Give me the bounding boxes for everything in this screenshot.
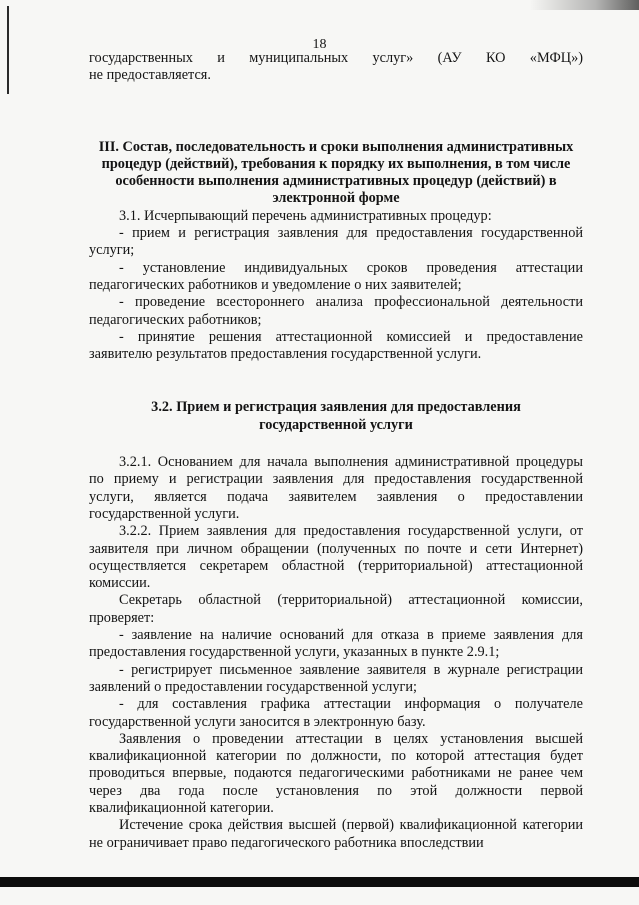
section-heading: III. Состав, последовательность и сроки выполнения административных процедур (действий), требования к порядку их выполнения, в том числе особенности выполнения административных процедур (действий) в электронной форме — [98, 138, 574, 207]
list-item: - для составления графика аттестации информация о получателе государственной услуги заносится в электронную базу. — [89, 696, 583, 730]
list-item: - регистрирует письменное заявление заявителя в журнале регистрации заявлений о предоставлении государственной услуги; — [89, 661, 583, 695]
list-item: - установление индивидуальных сроков проведения аттестации педагогических работников и уведомление о них заявителей; — [89, 259, 583, 293]
list-item: - принятие решения аттестационной комиссией и предоставление заявителю результатов предоставления государственной услуги. — [89, 328, 583, 363]
list-item: - проведение всестороннего анализа профессиональной деятельности педагогических работников; — [89, 294, 583, 328]
list-item: - прием и регистрация заявления для предоставления государственной услуги; — [89, 225, 583, 259]
paragraph: 3.1. Исчерпывающий перечень административных процедур: — [119, 207, 492, 224]
intro-line: государственных и муниципальных услуг» (АУ КО «МФЦ») — [89, 50, 583, 66]
paragraph: Истечение срока действия высшей (первой) квалификационной категории не ограничивает право педагогического работника впоследствии — [89, 817, 583, 851]
page-number: 18 — [312, 37, 327, 52]
scan-corner-mark — [529, 0, 639, 10]
paragraph: Заявления о проведении аттестации в целях установления высшей квалификационной категории по должности, по которой аттестация будет проводиться впервые, подаются педагогическими работниками не ранее чем через два года после установления по этой должности первой квалификационной категории. — [89, 730, 583, 816]
scan-bottom-bar — [0, 877, 639, 887]
subsection-heading: 3.2. Прием и регистрация заявления для предоставления государственной услуги — [151, 399, 521, 433]
intro-line: не предоставляется. — [89, 67, 211, 84]
paragraph: 3.2.2. Прием заявления для предоставления государственной услуги, от заявителя при личном обращении (полученных по почте и сети Интернет) осуществляется секретарем областной (территориальной) аттестационной комиссии. — [89, 523, 583, 592]
document-body — [89, 50, 583, 852]
paragraph: Секретарь областной (территориальной) аттестационной комиссии, проверяет: — [89, 592, 583, 626]
paragraph: 3.2.1. Основанием для начала выполнения административной процедуры по приему и регистрации заявления для предоставления государственной услуги, является подача заявителем заявления о предоставлении государственной услуги. — [89, 454, 583, 522]
list-item: - заявление на наличие оснований для отказа в приеме заявления для предоставления государственной услуги, указанных в пункте 2.9.1; — [89, 627, 583, 661]
